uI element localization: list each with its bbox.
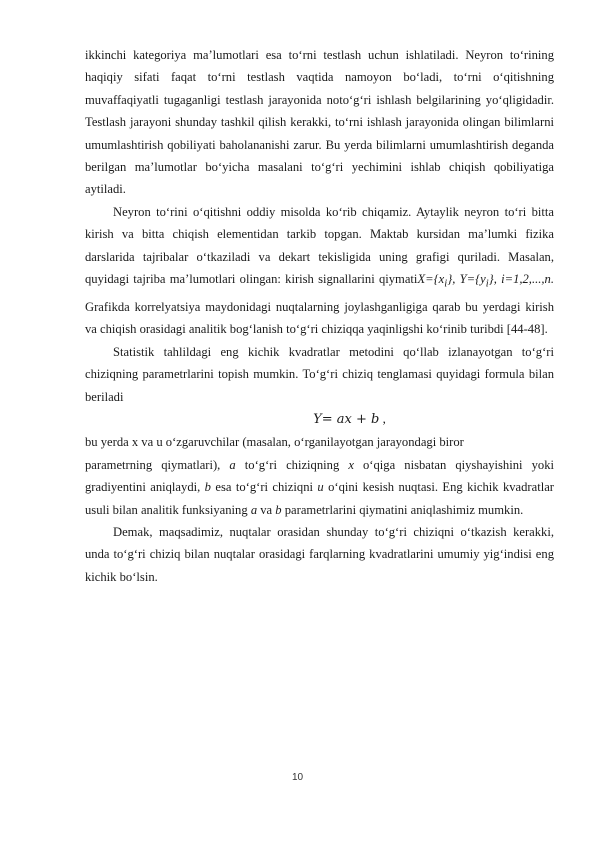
- math-var-u: u: [317, 480, 324, 495]
- paragraph-text: parametrlarini qiymatini aniqlashimiz mumkin.: [281, 502, 524, 517]
- paragraph-training-example: [85, 201, 554, 341]
- document-page: [85, 44, 554, 588]
- paragraph-text: o‘qini kesish nuqtasi. Eng kichik kvadratlar usuli bilan analitik funksiyaning: [85, 480, 554, 517]
- math-var-x: x: [348, 457, 354, 472]
- formula-tail: ,: [379, 411, 386, 427]
- math-sets: [417, 272, 554, 290]
- paragraph-variables-line: bu yerda x va u o‘zgaruvchilar (masalan, o‘rganilayotgan jarayondagi biror: [85, 435, 464, 450]
- paragraph-text: va: [257, 502, 276, 517]
- paragraph-text: Grafikda korrelyatsiya maydonidagi nuqtalarning joylashganligiga qarab bu yerdagi kirish va chiqish orasidagi analitik bog‘lanish to‘g‘ri chiziqqa yaqinligshi ko‘rinib turibdi [44-48].: [85, 299, 554, 337]
- math-x-set: X={x: [417, 272, 445, 287]
- paragraph-parameters: [85, 454, 554, 521]
- paragraph-testing: ikkinchi kategoriya ma’lumotlari esa to‘rni testlash uchun ishlatiladi. Neyron to‘rining haqiqiy sifati faqat to‘rni testlash vaqtida namoyon bo‘ladi, to‘rni o‘qitishning muvaffaqiyatli tugaganligi testlash jarayonida noto‘g‘ri ishlash belgilarining yo‘qligidadir. Testlash jarayoni shunday tashkil qilish kerakki, to‘rni ishlash jarayonida olingan bilimlarni umumlashtirish qobiliyati baholananishi zarur. Bu yerda bilimlarni umumlashtirish deganda berilgan ma’lumotlar bo‘yicha masalani to‘g‘ri yechimini ishlab chiqish qobiliyatiga aytiladi.: [85, 48, 554, 197]
- math-y-set: }, Y={y: [447, 272, 486, 287]
- math-subscript: i: [485, 278, 489, 290]
- math-var-b: b: [275, 502, 282, 517]
- page-number: 10: [291, 772, 304, 783]
- paragraph-text: to‘g‘ri chiziqning: [235, 457, 349, 472]
- paragraph-text: parametrning qiymatlari),: [85, 457, 230, 472]
- math-index-range: }, i=1,2,...,n.: [488, 272, 554, 287]
- line-equation: [85, 408, 554, 431]
- paragraph-conclusion: Demak, maqsadimiz, nuqtalar orasidan shunday to‘g‘ri chiziqni o‘tkazish kerakki, unda to‘g‘ri chiziq bilan nuqtalar orasidagi farqlarning kvadratlarini umumiy yig‘indisi eng kichik bo‘lsin.: [85, 525, 554, 584]
- paragraph-text: o‘qiga nisbatan qiyshayishini yoki gradiyentini aniqlaydi,: [85, 457, 554, 495]
- formula-lhs: Y=: [313, 412, 333, 428]
- math-var-b: b: [204, 480, 211, 495]
- math-var-a: a: [229, 457, 236, 472]
- paragraph-text: Neyron to‘rini o‘qitishni oddiy misolda ko‘rib chiqamiz. Aytaylik neyron to‘ri bitta kirish va bitta chiqish elementidan tarkib topgan. Maktab kursidan ma’lumki fizika darslarida tajribalar o‘tkaziladi va dekart tekisligida uning grafigi quriladi. Masalan, quyidagi tajriba ma’lumotlari olingan: kirish signallarini qiymati: [85, 204, 554, 287]
- formula-rhs: ax + b: [332, 412, 380, 428]
- math-var-a: a: [250, 502, 258, 517]
- math-subscript: i: [444, 278, 448, 290]
- paragraph-text: esa to‘g‘ri chiziqni: [210, 480, 318, 495]
- paragraph-least-squares: Statistik tahlildagi eng kichik kvadratlar metodini qo‘llab izlanayotgan to‘g‘ri chiziqning parametrlarini topish mumkin. To‘g‘ri chiziq tenglamasi quyidagi formula bilan beriladi: [85, 344, 554, 404]
